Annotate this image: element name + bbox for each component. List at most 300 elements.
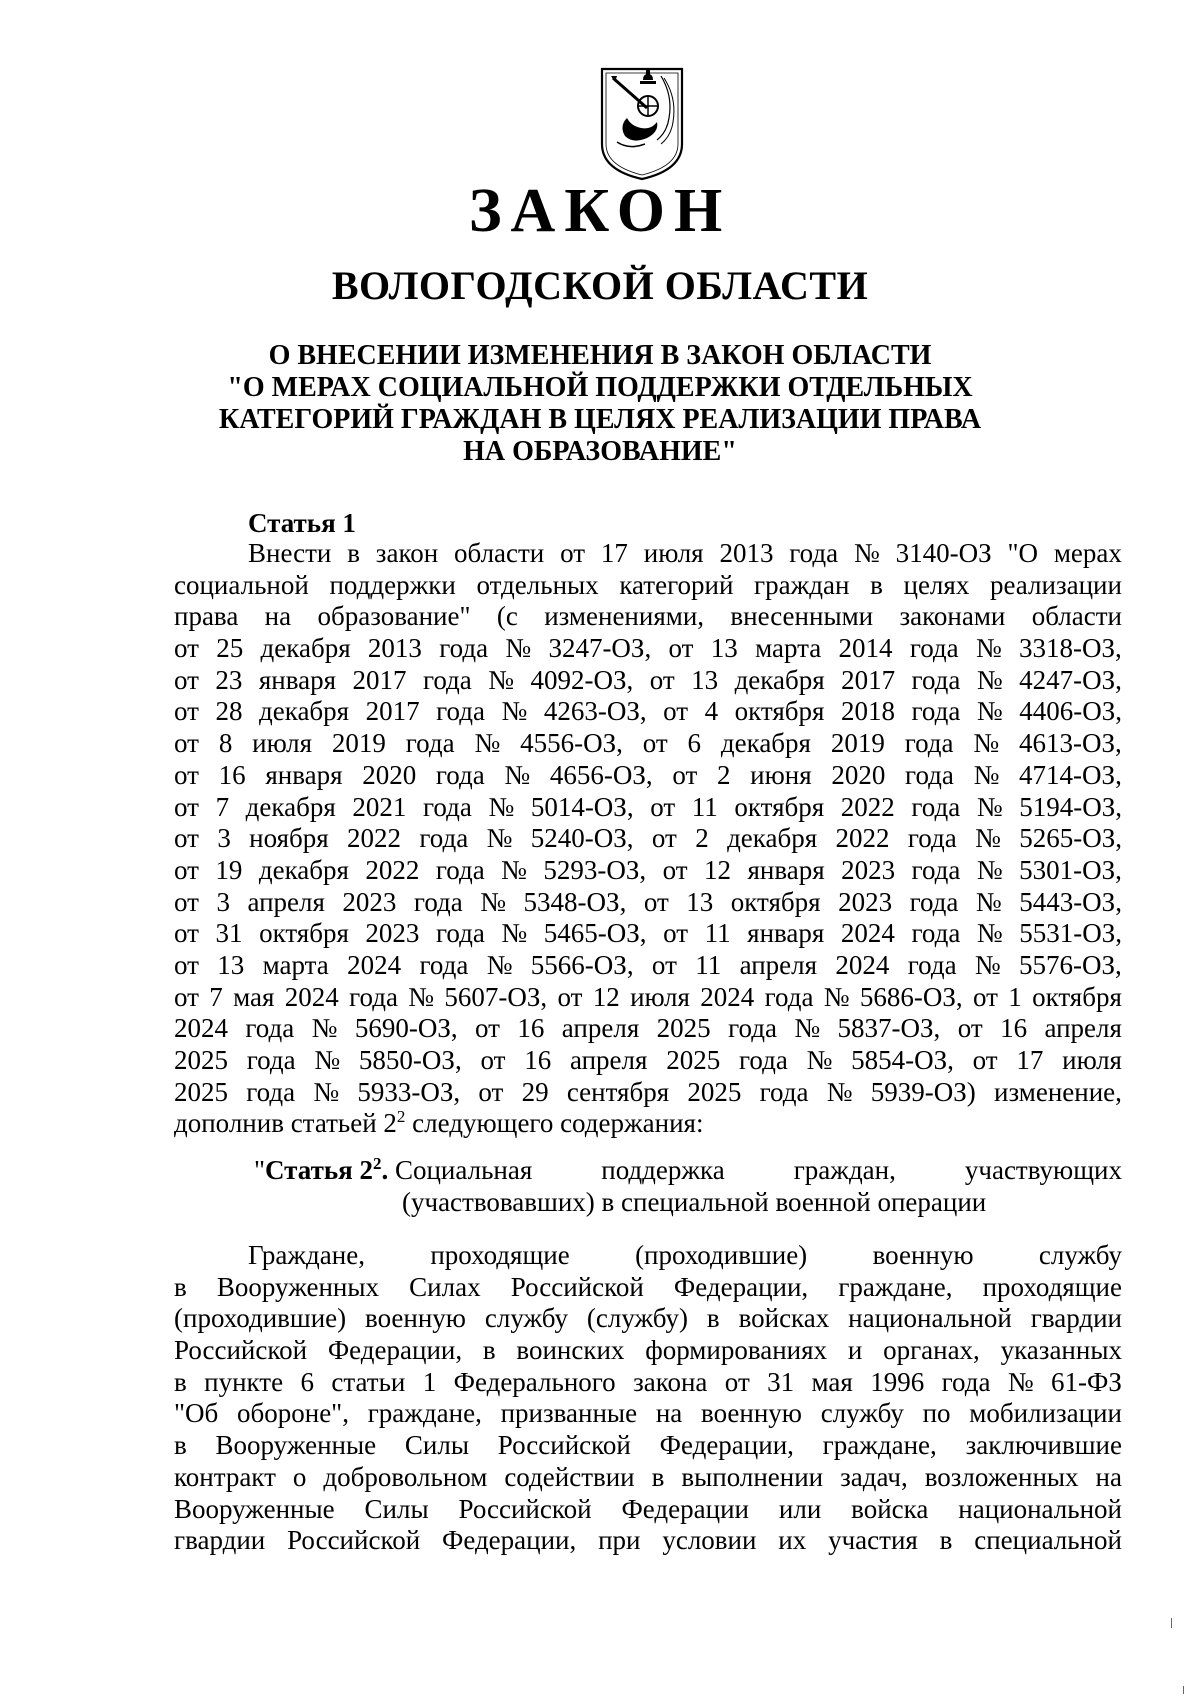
word: указанных (1000, 1335, 1122, 1366)
word: при (598, 1525, 641, 1556)
word: (службу) (586, 1303, 688, 1334)
word: года (246, 1045, 296, 1075)
word: № (806, 1045, 833, 1075)
word: "О (1007, 538, 1038, 568)
word: или (778, 1493, 822, 1524)
word: апреля (1044, 1013, 1122, 1044)
word: 2017 (352, 664, 407, 695)
word: июля (643, 538, 704, 568)
word: июня (750, 759, 812, 790)
word: Российской (174, 1335, 308, 1366)
word: года (349, 981, 398, 1012)
word: года (728, 1013, 777, 1044)
word: 31 (215, 918, 243, 949)
word: 2023 (342, 886, 397, 917)
word: службу (820, 1398, 904, 1429)
word: 16 (218, 759, 246, 790)
word: 2019 (331, 728, 386, 759)
word: о (292, 1461, 307, 1492)
word: 2025 (656, 1013, 711, 1044)
word: социальной (174, 569, 309, 600)
word: октября (734, 791, 825, 822)
word: 5194-ОЗ, (1019, 791, 1122, 822)
word: 1 (422, 1366, 437, 1397)
word: 2023 (841, 854, 896, 885)
word: от (557, 981, 583, 1012)
text-line (174, 1303, 1122, 1335)
word: 8 (218, 728, 233, 759)
word: от (174, 696, 199, 727)
word: декабря (245, 791, 336, 822)
word: № (311, 1013, 338, 1044)
word: граждан (754, 569, 850, 600)
word: № (794, 1013, 821, 1044)
word: № (501, 918, 528, 949)
word: января (747, 918, 825, 949)
word: № (976, 664, 1003, 695)
word: марта (755, 633, 822, 664)
word: 5690-ОЗ, (354, 1013, 458, 1044)
word: декабря (734, 664, 825, 695)
word: 4263-ОЗ, (543, 696, 647, 727)
word: в (174, 1430, 187, 1461)
word: 16 (524, 1045, 552, 1075)
word: года (909, 633, 959, 664)
word: 5240-ОЗ, (530, 823, 634, 854)
word: военную (701, 1398, 802, 1429)
text-line (174, 1398, 1122, 1430)
word: 29 (521, 1076, 549, 1107)
word: 3247-ОЗ, (548, 633, 652, 664)
word: года (435, 759, 485, 790)
word: внесенными (730, 601, 874, 632)
word: года (905, 759, 954, 790)
word: военную (365, 1303, 466, 1334)
word: от (478, 1076, 504, 1107)
text-line (174, 1525, 1122, 1557)
word: 7 (215, 791, 230, 822)
word: года (909, 886, 959, 917)
word: от (649, 664, 675, 695)
new-article-heading (254, 1155, 1122, 1218)
word: 5348-ОЗ, (523, 886, 627, 917)
text-line (174, 950, 1122, 982)
word: призванные (500, 1398, 638, 1429)
article-1-heading: Статья 1 (248, 508, 356, 538)
document-title: ЗАКОН (468, 177, 732, 245)
word: 4656-ОЗ, (549, 759, 653, 790)
word: 3 (216, 886, 230, 917)
word: Российской (510, 1271, 644, 1302)
word: года (419, 823, 469, 854)
word: 5607-ОЗ, (444, 981, 548, 1012)
word: января (747, 854, 825, 885)
title-word: граждан, (793, 1155, 896, 1185)
word: выполнении (681, 1461, 824, 1492)
word: 4406-ОЗ, (1019, 696, 1122, 727)
word: целях (903, 569, 970, 600)
word: от (972, 1045, 998, 1075)
word: года (789, 538, 839, 568)
vologda-oblast-coat-of-arms-icon (599, 66, 685, 182)
word: от (174, 823, 199, 854)
word: № (313, 1076, 340, 1107)
word: 7 (209, 981, 223, 1012)
word: Федерации, (327, 1335, 463, 1366)
word: 16 (517, 1013, 545, 1044)
word: № (973, 728, 1000, 759)
word: от (174, 728, 199, 759)
word: № (505, 633, 532, 664)
word: № (976, 696, 1003, 727)
scan-mark (1183, 1686, 1184, 1694)
word: от (662, 854, 688, 885)
text-fragment: дополнив статьей $2^2$ следующего содержания: (174, 1107, 704, 1139)
word: Силах (409, 1271, 481, 1302)
text-line (174, 1335, 1122, 1367)
word: военную (872, 1240, 974, 1270)
word: 3318-ОЗ, (1019, 633, 1122, 664)
word: 1996 (870, 1366, 925, 1397)
word: области (454, 538, 545, 568)
text-line (174, 728, 1122, 760)
word: реализации (989, 569, 1122, 600)
word: января (265, 759, 343, 790)
word: 2025 (687, 1076, 742, 1107)
word: № (488, 791, 515, 822)
word: статьи (331, 1366, 406, 1397)
word: ноября (249, 823, 329, 854)
word: (с (496, 601, 518, 632)
word: 2017 (365, 696, 420, 727)
word: 5566-ОЗ, (530, 949, 634, 980)
word: 2023 (838, 886, 893, 917)
word: 4247-ОЗ, (1019, 664, 1122, 695)
word: июля (252, 728, 313, 759)
word: года (738, 1045, 788, 1075)
word: № (488, 664, 515, 695)
word: и (847, 1335, 863, 1366)
word: года (759, 1076, 809, 1107)
word: № (314, 1045, 341, 1075)
word: 61-ФЗ (1051, 1366, 1122, 1397)
word: категорий (619, 569, 734, 600)
word: на (1095, 1461, 1122, 1492)
word: обороне", (237, 1398, 349, 1429)
word: 2024 (700, 981, 755, 1012)
new-article-paragraph (174, 1240, 1122, 1557)
word: 2023 (365, 918, 420, 949)
word: гвардии (1030, 1303, 1122, 1334)
word: сентября (566, 1076, 670, 1107)
word: 13 (217, 949, 245, 980)
word: декабря (720, 728, 811, 759)
word: № (975, 886, 1002, 917)
word: года (911, 854, 961, 885)
word: войсках (738, 1303, 830, 1334)
word: июля (630, 981, 690, 1012)
word: декабря (727, 823, 818, 854)
word: года (246, 1076, 296, 1107)
word: декабря (259, 696, 350, 727)
word: мобилизации (969, 1398, 1122, 1429)
word: № (853, 538, 880, 568)
word: декабря (258, 854, 349, 885)
word: содействии (504, 1461, 635, 1492)
word: Федерации, (673, 1271, 809, 1302)
word: граждане, (838, 1271, 953, 1302)
word: 12 (592, 981, 620, 1012)
word: в (870, 569, 883, 600)
text-line (174, 570, 1122, 602)
word: 2019 (830, 728, 885, 759)
word: от (663, 918, 689, 949)
word: изменениями, (544, 601, 705, 632)
word: специальной (974, 1525, 1122, 1556)
word: мерах (1053, 538, 1122, 568)
word: года (405, 728, 455, 759)
word: 16 (1000, 1013, 1028, 1044)
word: войска (851, 1493, 929, 1524)
word: (проходившие) (635, 1240, 808, 1270)
word: образование" (317, 601, 471, 632)
word: формированиях (645, 1335, 828, 1366)
word: Федерации, (441, 1525, 577, 1556)
word: № (976, 918, 1003, 949)
word: года (764, 981, 814, 1012)
word: № (823, 981, 850, 1012)
title-word: поддержка (601, 1155, 725, 1185)
word: 11 (691, 791, 718, 822)
word: года (911, 918, 961, 949)
word: от (663, 696, 689, 727)
word: № (976, 791, 1003, 822)
word: условии (662, 1525, 757, 1556)
word: 17 (1016, 1045, 1044, 1075)
word: гвардии (174, 1525, 266, 1556)
text-line (174, 760, 1122, 792)
word: Вооруженные (215, 1430, 377, 1461)
word: № (975, 823, 1001, 854)
word: в (174, 1366, 187, 1397)
word: 19 (215, 854, 243, 885)
word: октября (1032, 981, 1122, 1012)
text-line (174, 696, 1122, 728)
word: года (245, 1013, 295, 1044)
word: задач, (840, 1461, 908, 1492)
word: № (501, 854, 527, 885)
word: № (1007, 1366, 1034, 1397)
word: Федерации (621, 1493, 749, 1524)
word: от (174, 918, 199, 949)
word: 2022 (835, 823, 890, 854)
word: 2022 (365, 854, 420, 885)
word: 2022 (840, 791, 895, 822)
text-line (174, 538, 1122, 570)
word: года (436, 696, 486, 727)
text-line (174, 855, 1122, 887)
word: 13 (710, 633, 738, 664)
word: года (907, 949, 957, 980)
word: на (264, 601, 292, 632)
word: от (651, 823, 677, 854)
word: 2020 (831, 759, 886, 790)
word: в (482, 1335, 496, 1366)
word: апреля (739, 949, 818, 980)
word: № (826, 1076, 853, 1107)
word: 5939-ОЗ) (870, 1076, 976, 1107)
word: 2021 (352, 791, 407, 822)
word: декабря (260, 633, 351, 664)
word: от (672, 759, 698, 790)
word: 5850-ОЗ, (358, 1045, 462, 1075)
word: Внести (248, 538, 332, 568)
word: марта (262, 949, 329, 980)
word: от (174, 981, 199, 1012)
word: от (724, 1366, 750, 1397)
word: Российской (497, 1430, 631, 1461)
word: от (651, 949, 677, 980)
new-article-title-line (254, 1155, 1122, 1187)
word: мая (811, 1366, 853, 1397)
word: 3140-ОЗ (895, 538, 992, 568)
word: закона (633, 1366, 708, 1397)
word: года (911, 664, 961, 695)
word: 4 (704, 696, 719, 727)
word: апреля (247, 886, 325, 917)
word: Российской (458, 1493, 592, 1524)
new-article-title-line: (участвовавших) в специальной военной операции (402, 1186, 987, 1217)
word: Вооруженные (174, 1493, 335, 1524)
word: 5465-ОЗ, (543, 918, 647, 949)
word: года (422, 791, 472, 822)
word: 5293-ОЗ, (543, 854, 647, 885)
word: № (975, 633, 1002, 664)
word: поддержки (329, 569, 456, 600)
word: № (486, 823, 513, 854)
text-line (174, 1108, 1122, 1140)
word: 5933-ОЗ, (357, 1076, 461, 1107)
word: 4092-ОЗ, (530, 664, 634, 695)
word: мая (233, 981, 275, 1012)
word: Федерального (453, 1366, 616, 1397)
word: 5265-ОЗ, (1019, 823, 1122, 854)
word: права (174, 601, 239, 632)
word: № (480, 886, 507, 917)
word: 2025 (174, 1076, 228, 1107)
word: от (480, 1045, 506, 1075)
word: 11 (695, 949, 722, 980)
word: 2024 (835, 949, 890, 980)
word: года (911, 696, 961, 727)
word: их (778, 1525, 807, 1556)
word: года (941, 1366, 991, 1397)
word: 2020 (362, 759, 417, 790)
word: 4556-ОЗ, (520, 728, 623, 759)
word: № (408, 981, 435, 1012)
word: 2017 (841, 664, 896, 695)
word: в (174, 1271, 187, 1302)
word: № (501, 696, 528, 727)
word: года (422, 664, 472, 695)
text-line (174, 1494, 1122, 1526)
word: апреля (561, 1013, 640, 1044)
word: июля (1062, 1045, 1122, 1075)
word: 5686-ОЗ, (859, 981, 963, 1012)
word: 2013 (719, 538, 774, 568)
word: 2 (716, 759, 731, 790)
word: отдельных (476, 569, 599, 600)
word: службу (1038, 1240, 1122, 1270)
word: 2022 (347, 823, 402, 854)
text-line (174, 1240, 1122, 1272)
word: Российской (287, 1525, 421, 1556)
word: 6 (300, 1366, 314, 1397)
word: № (974, 949, 1001, 980)
word: 5576-ОЗ, (1019, 949, 1122, 980)
word: 13 (686, 886, 714, 917)
word: органах, (883, 1335, 980, 1366)
text-line (174, 665, 1122, 697)
new-article-label: "Статья $2^2$. Социальная (254, 1154, 533, 1185)
word: от (668, 633, 694, 664)
word: изменение, (994, 1076, 1122, 1107)
word: № (486, 949, 513, 980)
word: от (957, 1013, 983, 1044)
word: 2014 (838, 633, 893, 664)
word: 1 (1008, 981, 1022, 1012)
text-line (174, 918, 1122, 950)
word: заключившие (965, 1430, 1122, 1461)
word: контракт (174, 1461, 276, 1492)
word: 17 (600, 538, 628, 568)
word: 5014-ОЗ, (530, 791, 634, 822)
word: года (439, 633, 489, 664)
text-line (174, 823, 1122, 855)
word: 5301-ОЗ, (1019, 854, 1122, 885)
word: законами (899, 601, 1006, 632)
word: 2 (695, 823, 709, 854)
text-line (174, 633, 1122, 665)
word: № (474, 728, 501, 759)
word: 2025 (174, 1045, 228, 1075)
word: 2024 (840, 918, 895, 949)
word: 2024 (347, 949, 402, 980)
word: от (174, 854, 199, 885)
word: Силы (364, 1493, 429, 1524)
word: области (1031, 601, 1122, 632)
subtitle-line: КАТЕГОРИЙ ГРАЖДАН В ЦЕЛЯХ РЕАЛИЗАЦИИ ПРАВА (218, 404, 982, 435)
word: от (174, 791, 199, 822)
subtitle-line: О ВНЕСЕНИИ ИЗМЕНЕНИЯ В ЗАКОН ОБЛАСТИ (268, 340, 932, 371)
word: № (973, 759, 1000, 790)
word: октября (259, 918, 349, 949)
word: 11 (704, 918, 731, 949)
word: № (504, 759, 531, 790)
word: года (911, 791, 961, 822)
word: 5854-ОЗ, (851, 1045, 954, 1075)
word: в (939, 1525, 953, 1556)
word: 5531-ОЗ, (1019, 918, 1122, 949)
text-line (174, 887, 1122, 919)
word: 5837-ОЗ, (837, 1013, 941, 1044)
text-line (174, 1013, 1122, 1045)
word: апреля (569, 1045, 648, 1075)
word: воинских (516, 1335, 625, 1366)
word: службу (484, 1303, 568, 1334)
word: от (174, 759, 199, 790)
word: в (347, 538, 360, 568)
